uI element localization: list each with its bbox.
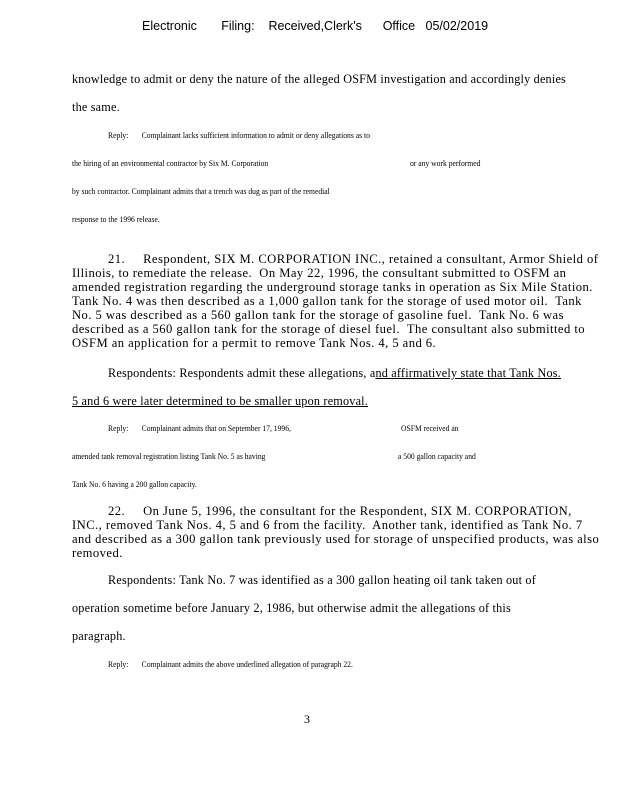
header-received: Received,Clerk's (268, 19, 362, 33)
reply-2-line-1b: OSFM received an (401, 424, 459, 433)
respondents-21-text-a: Respondents: Respondents admit these allegations, a (108, 366, 376, 380)
reply-3-line-1: Reply: Complainant admits the above underlined allegation of paragraph 22. (108, 660, 353, 669)
respondents-21-line-1 (108, 366, 561, 381)
reply-1-line-4: response to the 1996 release. (72, 215, 160, 224)
respondents-22-line-3: paragraph. (72, 629, 126, 643)
reply-2-line-2b: a 500 gallon capacity and (398, 452, 476, 461)
respondents-22-line-1: Respondents: Tank No. 7 was identified as a 300 gallon heating oil tank taken out of (108, 573, 536, 587)
reply-1-line-1: Reply: Complainant lacks sufficient information to admit or deny allegations as to (108, 131, 370, 140)
respondents-21-line-2-underlined: 5 and 6 were later determined to be smaller upon removal. (72, 394, 369, 408)
header-office: Office (382, 19, 416, 33)
continuation-line-1: knowledge to admit or deny the nature of the alleged OSFM investigation and accordingly denies (72, 72, 566, 86)
filing-stamp-header (142, 19, 488, 33)
reply-1-line-2b: or any work performed (410, 159, 481, 168)
reply-1-line-3: by such contractor. Complainant admits that a trench was dug as part of the remedial (72, 187, 330, 196)
respondents-21-text-b-underlined: nd affirmatively state that Tank Nos. (375, 366, 561, 380)
header-date: 05/02/2019 (425, 19, 489, 33)
reply-2-line-2a: amended tank removal registration listing Tank No. 5 as having (72, 452, 266, 461)
continuation-line-2: the same. (72, 100, 120, 114)
respondents-22-line-2: operation sometime before January 2, 1986, but otherwise admit the allegations of this (72, 601, 511, 615)
paragraph-21: 21. Respondent, SIX M. CORPORATION INC., retained a consultant, Armor Shield of Illinois, to remediate the release. On May 22, 1996, the consultant submitted to OSFM an amended registration regarding the underground storage tanks in operation as Six Mile Station. Tank No. 4 was then described as a 1,000 gallon tank for the storage of used motor oil. Tank No. 5 was described as a 560 gallon tank for the storage of gasoline fuel. Tank No. 6 was described as a 560 gallon tank for the storage of diesel fuel. The consultant also submitted to OSFM an application for a permit to remove Tank Nos. 4, 5 and 6. (72, 252, 602, 350)
page-number: 3 (304, 712, 310, 726)
header-filing: Filing: (221, 19, 255, 33)
paragraph-22: 22. On June 5, 1996, the consultant for the Respondent, SIX M. CORPORATION, INC., removed Tank Nos. 4, 5 and 6 from the facility. Another tank, identified as Tank No. 7 and described as a 300 gallon tank previously used for storage of unspecified products, was also removed. (72, 504, 603, 560)
header-electronic: Electronic (142, 19, 197, 33)
reply-2-line-3: Tank No. 6 having a 200 gallon capacity. (72, 480, 197, 489)
reply-2-line-1a: Reply: Complainant admits that on September 17, 1996, (108, 424, 291, 433)
reply-1-line-2a: the hiring of an environmental contractor by Six M. Corporation (72, 159, 269, 168)
